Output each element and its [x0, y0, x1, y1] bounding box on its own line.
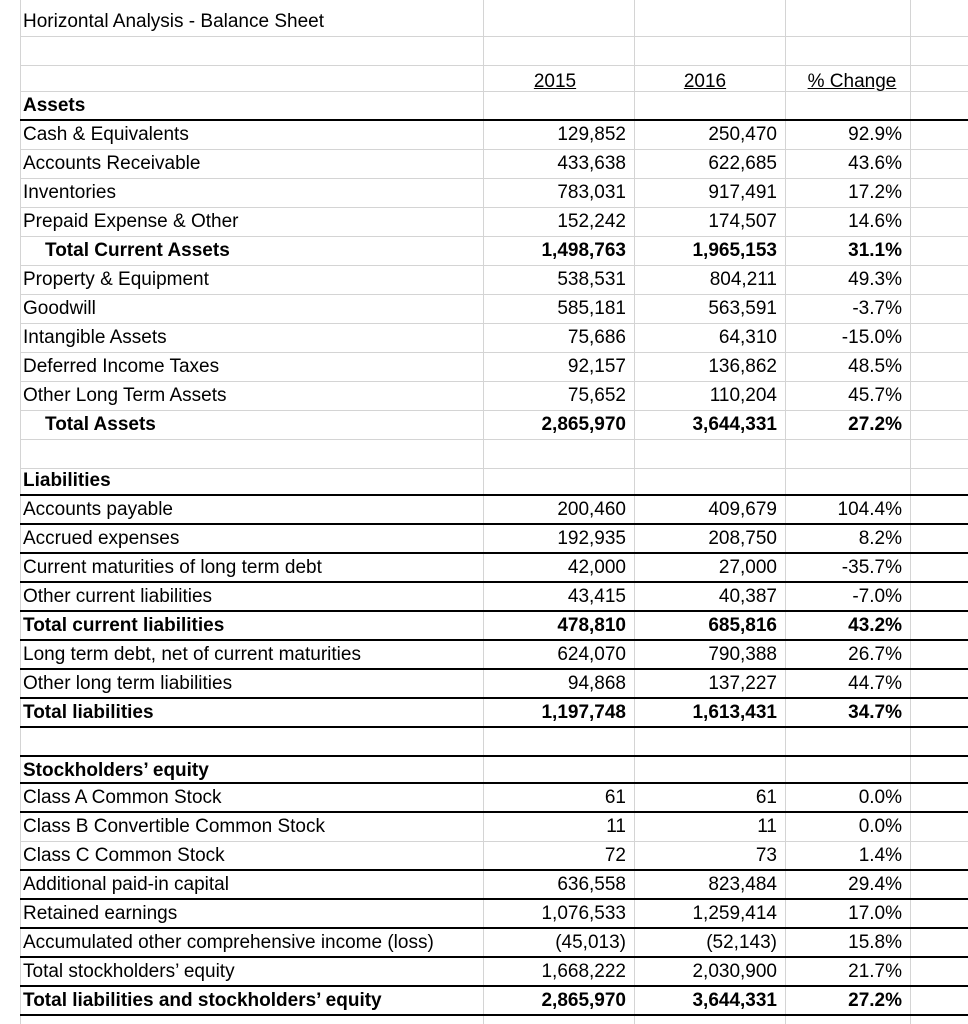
- table-row[interactable]: [20, 411, 968, 440]
- table-row[interactable]: [20, 353, 968, 382]
- row-label: Total current liabilities: [23, 615, 225, 636]
- table-row[interactable]: [20, 208, 968, 237]
- row-label: Class C Common Stock: [23, 845, 225, 866]
- value-2016: 174,507: [708, 211, 777, 232]
- table-row[interactable]: [20, 295, 968, 324]
- value-2016: (52,143): [706, 932, 777, 953]
- pct-change: 14.6%: [848, 211, 902, 232]
- table-row[interactable]: [20, 266, 968, 295]
- value-2015: 478,810: [557, 615, 626, 636]
- row-label: Other Long Term Assets: [23, 385, 227, 406]
- value-2016: 3,644,331: [692, 990, 777, 1011]
- value-2015: 61: [604, 787, 626, 808]
- value-2016: 73: [755, 845, 777, 866]
- row-label: Goodwill: [23, 298, 96, 319]
- section-heading: Liabilities: [23, 470, 111, 491]
- value-2016: 40,387: [718, 586, 777, 607]
- value-2015: 43,415: [567, 586, 626, 607]
- pct-change: -3.7%: [852, 298, 902, 319]
- value-2016: 804,211: [709, 269, 777, 290]
- value-2015: 129,852: [557, 124, 626, 145]
- value-2016: 823,484: [708, 874, 777, 895]
- table-row[interactable]: [20, 324, 968, 353]
- value-2016: 110,204: [709, 385, 777, 406]
- table-row[interactable]: [20, 583, 968, 612]
- value-2016: 1,613,431: [692, 702, 777, 723]
- section-heading-row[interactable]: [20, 92, 968, 121]
- value-2015: 1,197,748: [541, 702, 626, 723]
- pct-change: 48.5%: [848, 356, 902, 377]
- row-label: Prepaid Expense & Other: [23, 211, 239, 232]
- value-2016: 1,965,153: [692, 240, 777, 261]
- row-label: Total stockholders’ equity: [23, 961, 235, 982]
- column-header-2015: 2015: [533, 71, 577, 92]
- blank-row[interactable]: [20, 728, 968, 757]
- row-label: Inventories: [23, 182, 116, 203]
- value-2015: 200,460: [557, 499, 626, 520]
- row-label: Additional paid-in capital: [23, 874, 229, 895]
- table-row[interactable]: [20, 784, 968, 813]
- table-row[interactable]: [20, 612, 968, 641]
- table-row[interactable]: [20, 237, 968, 266]
- pct-change: 26.7%: [848, 644, 902, 665]
- value-2016: 685,816: [708, 615, 777, 636]
- value-2016: 250,470: [708, 124, 777, 145]
- row-label: Total liabilities: [23, 702, 154, 723]
- pct-change: 29.4%: [848, 874, 902, 895]
- pct-change: 31.1%: [848, 240, 902, 261]
- section-heading: Assets: [23, 95, 86, 116]
- value-2015: 75,686: [567, 327, 626, 348]
- sheet-title: Horizontal Analysis - Balance Sheet: [23, 11, 324, 32]
- value-2016: 409,679: [708, 499, 777, 520]
- value-2016: 3,644,331: [692, 414, 777, 435]
- row-label: Accounts Receivable: [23, 153, 201, 174]
- table-row[interactable]: [20, 958, 968, 987]
- title-row[interactable]: [20, 8, 968, 37]
- table-row[interactable]: [20, 525, 968, 554]
- value-2016: 2,030,900: [692, 961, 777, 982]
- table-row[interactable]: [20, 496, 968, 525]
- pct-change: 27.2%: [848, 990, 902, 1011]
- table-row[interactable]: [20, 900, 968, 929]
- section-heading-row[interactable]: [20, 755, 968, 784]
- value-2015: 11: [606, 816, 626, 837]
- row-label: Accrued expenses: [23, 528, 180, 549]
- table-row[interactable]: [20, 987, 968, 1016]
- pct-change: 21.7%: [848, 961, 902, 982]
- value-2016: 208,750: [708, 528, 777, 549]
- row-label: Total Current Assets: [45, 240, 230, 261]
- table-row[interactable]: [20, 699, 968, 728]
- pct-change: 44.7%: [848, 673, 902, 694]
- pct-change: 43.6%: [848, 153, 902, 174]
- row-label: Long term debt, net of current maturities: [23, 644, 361, 665]
- section-heading: Stockholders’ equity: [23, 760, 209, 781]
- pct-change: -35.7%: [841, 557, 902, 578]
- value-2016: 622,685: [708, 153, 777, 174]
- value-2016: 11: [757, 816, 777, 837]
- value-2016: 1,259,414: [692, 903, 777, 924]
- pct-change: 43.2%: [848, 615, 902, 636]
- value-2016: 64,310: [718, 327, 777, 348]
- value-2015: 2,865,970: [541, 414, 626, 435]
- pct-change: 45.7%: [848, 385, 902, 406]
- value-2016: 790,388: [708, 644, 777, 665]
- value-2015: 636,558: [557, 874, 626, 895]
- table-row[interactable]: [20, 842, 968, 871]
- value-2015: 538,531: [557, 269, 626, 290]
- row-label: Other long term liabilities: [23, 673, 233, 694]
- value-2015: 783,031: [557, 182, 626, 203]
- row-label: Total Assets: [45, 414, 156, 435]
- pct-change: 27.2%: [848, 414, 902, 435]
- value-2015: 72: [604, 845, 626, 866]
- value-2015: 1,076,533: [541, 903, 626, 924]
- pct-change: 8.2%: [858, 528, 902, 549]
- pct-change: 15.8%: [848, 932, 902, 953]
- pct-change: 0.0%: [858, 816, 902, 837]
- table-row[interactable]: [20, 121, 968, 150]
- table-row[interactable]: [20, 670, 968, 699]
- pct-change: -15.0%: [841, 327, 902, 348]
- value-2016: 917,491: [708, 182, 777, 203]
- value-2015: 433,638: [557, 153, 626, 174]
- value-2016: 563,591: [708, 298, 777, 319]
- row-label: Retained earnings: [23, 903, 178, 924]
- table-row[interactable]: [20, 641, 968, 670]
- pct-change: 34.7%: [848, 702, 902, 723]
- table-row[interactable]: [20, 382, 968, 411]
- row-label: Current maturities of long term debt: [23, 557, 322, 578]
- row-label: Deferred Income Taxes: [23, 356, 220, 377]
- value-2015: 75,652: [567, 385, 626, 406]
- pct-change: 0.0%: [858, 787, 902, 808]
- row-label: Cash & Equivalents: [23, 124, 189, 145]
- row-label: Total liabilities and stockholders’ equity: [23, 990, 382, 1011]
- row-label: Class B Convertible Common Stock: [23, 816, 325, 837]
- row-label: Class A Common Stock: [23, 787, 222, 808]
- row-label: Other current liabilities: [23, 586, 213, 607]
- table-row[interactable]: [20, 554, 968, 583]
- value-2015: 94,868: [567, 673, 626, 694]
- value-2015: 624,070: [557, 644, 626, 665]
- row-label: Accumulated other comprehensive income (loss): [23, 932, 434, 953]
- table-row[interactable]: [20, 179, 968, 208]
- column-header-2016: 2016: [683, 71, 727, 92]
- value-2015: 585,181: [557, 298, 626, 319]
- value-2015: 42,000: [567, 557, 626, 578]
- pct-change: 92.9%: [848, 124, 902, 145]
- pct-change: 104.4%: [837, 499, 902, 520]
- row-label: Property & Equipment: [23, 269, 209, 290]
- row-label: Accounts payable: [23, 499, 173, 520]
- column-header-row[interactable]: [20, 62, 968, 92]
- table-row[interactable]: [20, 929, 968, 958]
- value-2016: 137,227: [708, 673, 777, 694]
- pct-change: 17.2%: [848, 182, 902, 203]
- pct-change: 49.3%: [848, 269, 902, 290]
- row-label: Intangible Assets: [23, 327, 167, 348]
- value-2015: 92,157: [567, 356, 626, 377]
- value-2015: 1,498,763: [541, 240, 626, 261]
- table-row[interactable]: [20, 813, 968, 842]
- value-2015: (45,013): [555, 932, 626, 953]
- value-2015: 152,242: [557, 211, 626, 232]
- pct-change: 17.0%: [848, 903, 902, 924]
- value-2016: 61: [755, 787, 777, 808]
- value-2015: 192,935: [557, 528, 626, 549]
- pct-change: -7.0%: [852, 586, 902, 607]
- section-heading-row[interactable]: [20, 467, 968, 496]
- value-2015: 1,668,222: [541, 961, 626, 982]
- table-row[interactable]: [20, 871, 968, 900]
- value-2015: 2,865,970: [541, 990, 626, 1011]
- value-2016: 27,000: [718, 557, 777, 578]
- value-2016: 136,862: [708, 356, 777, 377]
- table-row[interactable]: [20, 150, 968, 179]
- pct-change: 1.4%: [858, 845, 902, 866]
- column-header-pct-change: % Change: [807, 71, 897, 92]
